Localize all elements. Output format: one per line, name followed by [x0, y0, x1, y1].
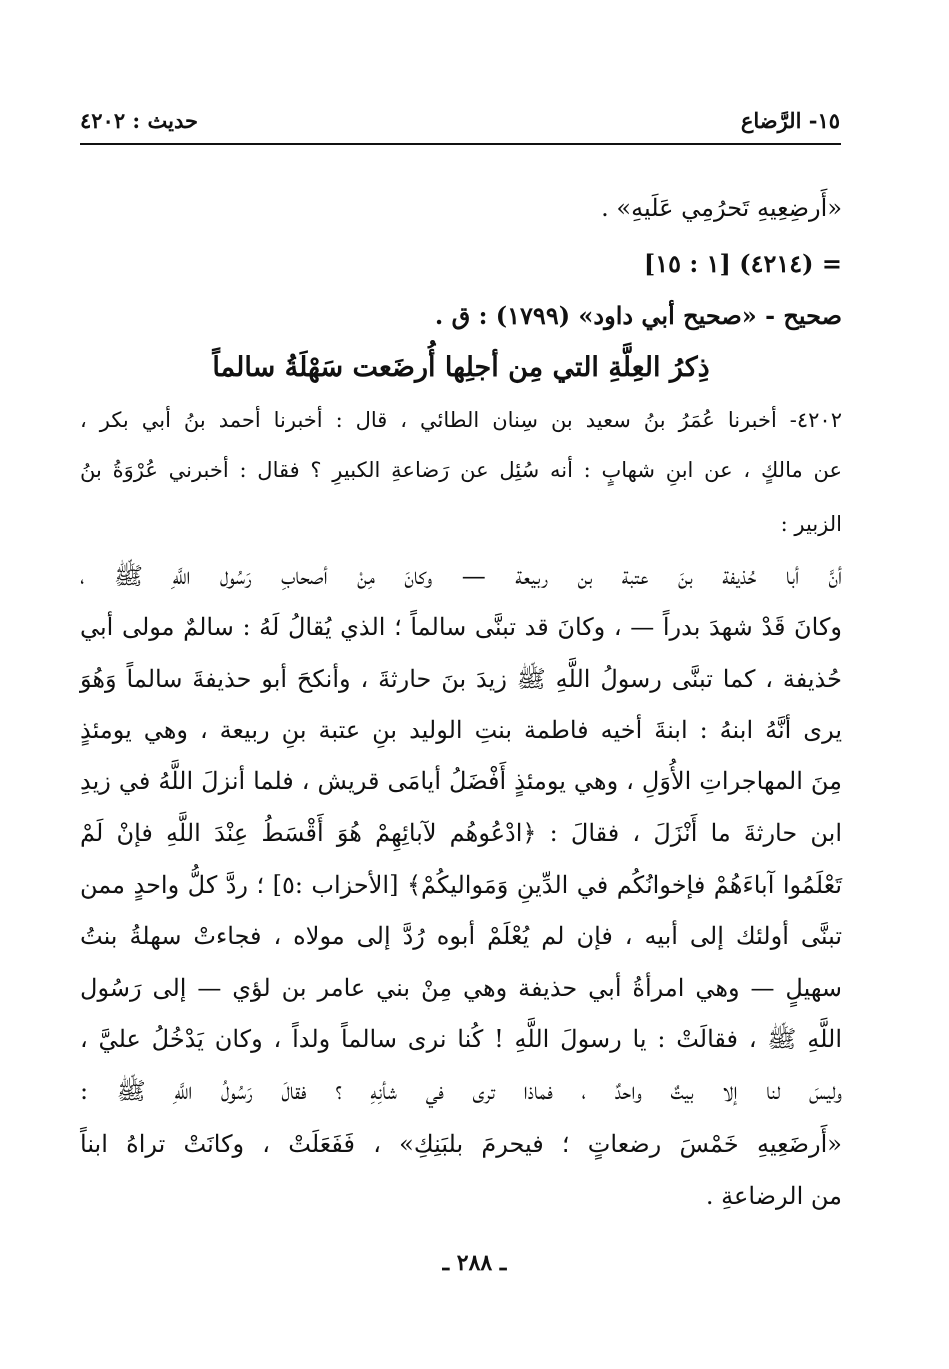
text-line: حُذيفة ، كما تبنَّى رسولُ اللَّهِ ﷺ زيدَ بنَ حارثةَ ، وأنكحَ أبو حذيفةَ سالماً وَهُوَ: [80, 665, 842, 693]
text-line: عن مالكٍ ، عن ابنِ شهابٍ : أنه سُئِل عن رَضاعةِ الكبيرِ ؟ فقال : أخبرني عُرْوَةُ بنُ: [80, 458, 842, 482]
text-line: تبنَّى أولئك إلى أبيه ، فإن لم يُعْلَمْ أبوه رُدَّ إلى مولاه ، فجاءتْ سهلةُ بنتُ: [80, 922, 843, 950]
chapter-title: ١٥- الرَّضاع: [740, 108, 840, 133]
previous-hadith-quote: «أَرضِعِيهِ تَحرُمِي عَلَيهِ» .: [601, 194, 842, 222]
hadith-reference: حديث : ٤٢٠٢: [80, 108, 198, 133]
text-line: أنَّ أبا حُذيفة بنَ عتبة بن ربيعة — وكانَ مِنْ أصحابِ رَسُول اللَّهِ ﷺ ،: [80, 562, 842, 590]
section-title: ذِكرُ العِلَّةِ التي مِن أجلِها أُرضَعت سَهْلَةُ سالماً: [212, 352, 710, 383]
text-line: من الرضاعةِ .: [705, 1182, 842, 1210]
text-line: «أَرضَعِيهِ خَمْسَ رضعاتٍ ؛ فيحرمَ بلبَنِكِ» ، فَفَعَلَتْ ، وكانَتْ تراهُ ابناً: [80, 1130, 842, 1158]
text-line: ٤٢٠٢- أخبرنا عُمَرُ بنُ سعيد بن سِنان الطائي ، قال : أخبرنا أحمد بنُ أبي بكر ،: [80, 408, 842, 432]
text-line: تَعْلَمُوا آباءَهُمْ فإخوانُكُم في الدِّينِ وَمَواليكُمْ﴾ [الأحزاب :٥] ؛ ردَّ كلُّ واحدٍ ممن: [80, 871, 842, 899]
text-line: مِنَ المهاجراتِ الأُوَلِ ، وهي يومئذٍ أَفْضَلُ أيامَى قريش ، فلما أنزلَ اللَّهُ في زيدِ: [80, 767, 842, 795]
text-line: يرى أنَّهُ ابنهُ : ابنةَ أخيه فاطمة بنتِ الوليد بنِ عتبة بنِ ربيعة ، وهي يومئذٍ: [80, 716, 842, 744]
text-line: ابن حارثةَ ما أَنْزَلَ ، فقالَ : ﴿ادْعُوهُم لآبائِهِمْ هُوَ أَقْسَطُ عِنْدَ اللَّهِ فإنْ لَمْ: [80, 819, 842, 847]
text-line: سهيلٍ — وهي امرأةُ أبي حذيفة وهي مِنْ بني عامر بن لؤي — إلى رَسُول: [80, 974, 842, 1002]
text-line: وكانَ قَدْ شهدَ بدراً — ، وكانَ قد تبنَّى سالماً ؛ الذي يُقالُ لَهُ : سالمٌ مولى أبي: [80, 613, 842, 641]
running-header: [80, 108, 840, 138]
cross-reference: = (٤٢١٤) [١ : ١٥]: [643, 249, 842, 278]
header-divider: [80, 143, 841, 145]
text-line: الزبير :: [780, 512, 842, 536]
text-line: وليسَ لنا إلا بيتٌ واحدٌ ، فماذا ترى في شأنِهِ ؟ فقالَ رَسُولُ اللَّهِ ﷺ :: [80, 1077, 842, 1105]
page-number: ـ ٢٨٨ ـ: [442, 1250, 507, 1276]
hadith-grading: صحيح - «صحيح أبي داود» (١٧٩٩) : ق .: [434, 301, 842, 330]
text-line: اللَّهِ ﷺ ، فقالَتْ : يا رسولَ اللَّهِ ! كُنا نرى سالماً ولداً ، وكان يَدْخُلُ عليَّ ،: [80, 1025, 842, 1053]
